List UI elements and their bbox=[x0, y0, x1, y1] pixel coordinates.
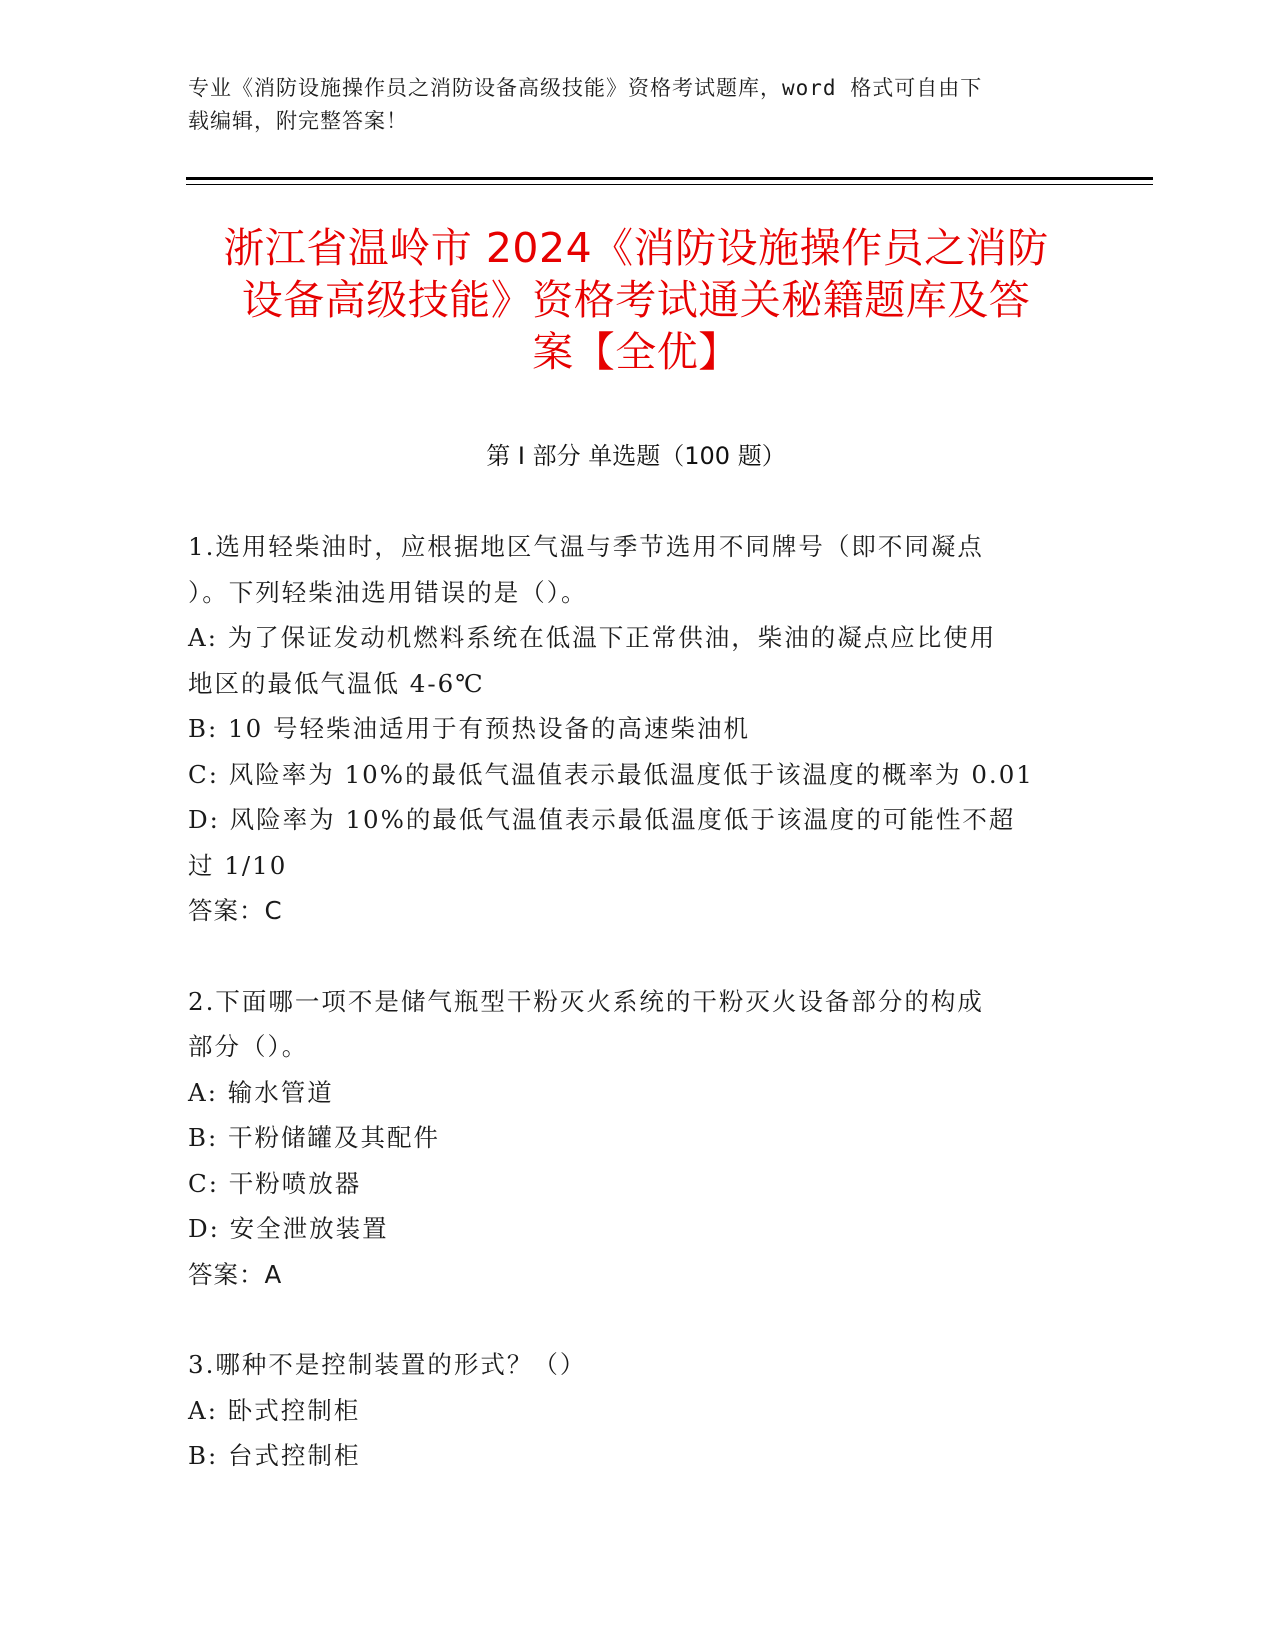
document-title bbox=[186, 222, 1086, 378]
header-note bbox=[188, 72, 1068, 138]
option-a: A: 卧式控制柜 bbox=[188, 1395, 361, 1425]
option-b: B: 干粉储罐及其配件 bbox=[188, 1123, 441, 1152]
option-a: A: 为了保证发动机燃料系统在低温下正常供油，柴油的凝点应比使用 bbox=[188, 623, 997, 652]
option-b: B: 10 号轻柴油适用于有预热设备的高速柴油机 bbox=[188, 714, 751, 743]
title-line: 设备高级技能》资格考试通关秘籍题库及答 bbox=[241, 276, 1031, 324]
question-list bbox=[188, 524, 1088, 1524]
header-note-line: 专业《消防设施操作员之消防设备高级技能》资格考试题库，word 格式可自由下 bbox=[188, 76, 983, 100]
option-d: D: 风险率为 10%的最低气温值表示最低温度低于该温度的可能性不超 bbox=[188, 805, 1016, 834]
question-stem: 部分（）。 bbox=[188, 1032, 309, 1061]
answer-line: 答案：A bbox=[188, 1259, 283, 1289]
option-b: B: 台式控制柜 bbox=[188, 1441, 361, 1470]
question-item bbox=[188, 1342, 1088, 1479]
option-d: 过 1/10 bbox=[188, 850, 288, 880]
option-a: 地区的最低气温低 4-6℃ bbox=[188, 668, 485, 698]
option-d: D: 安全泄放装置 bbox=[188, 1214, 389, 1243]
title-line: 案【全优】 bbox=[532, 328, 740, 376]
header-divider-thick bbox=[186, 177, 1153, 180]
answer-line: 答案：C bbox=[188, 896, 283, 925]
option-c: C: 风险率为 10%的最低气温值表示最低温度低于该温度的概率为 0.01 bbox=[188, 759, 1034, 789]
question-stem: ）。下列轻柴油选用错误的是（）。 bbox=[188, 577, 588, 607]
title-line: 浙江省温岭市 2024《消防设施操作员之消防 bbox=[223, 224, 1049, 272]
question-item bbox=[188, 524, 1088, 934]
header-note-line: 载编辑，附完整答案！ bbox=[188, 109, 408, 133]
question-stem: 3.哪种不是控制装置的形式？（） bbox=[188, 1350, 587, 1379]
header-divider-thin bbox=[186, 184, 1153, 185]
question-stem: 1.选用轻柴油时，应根据地区气温与季节选用不同牌号（即不同凝点 bbox=[188, 532, 984, 561]
option-a: A: 输水管道 bbox=[188, 1077, 334, 1107]
option-c: C: 干粉喷放器 bbox=[188, 1168, 362, 1198]
question-item bbox=[188, 979, 1088, 1298]
section-title: 第 I 部分 单选题（100 题） bbox=[486, 442, 786, 470]
question-stem: 2.下面哪一项不是储气瓶型干粉灭火系统的干粉灭火设备部分的构成 bbox=[188, 986, 984, 1016]
